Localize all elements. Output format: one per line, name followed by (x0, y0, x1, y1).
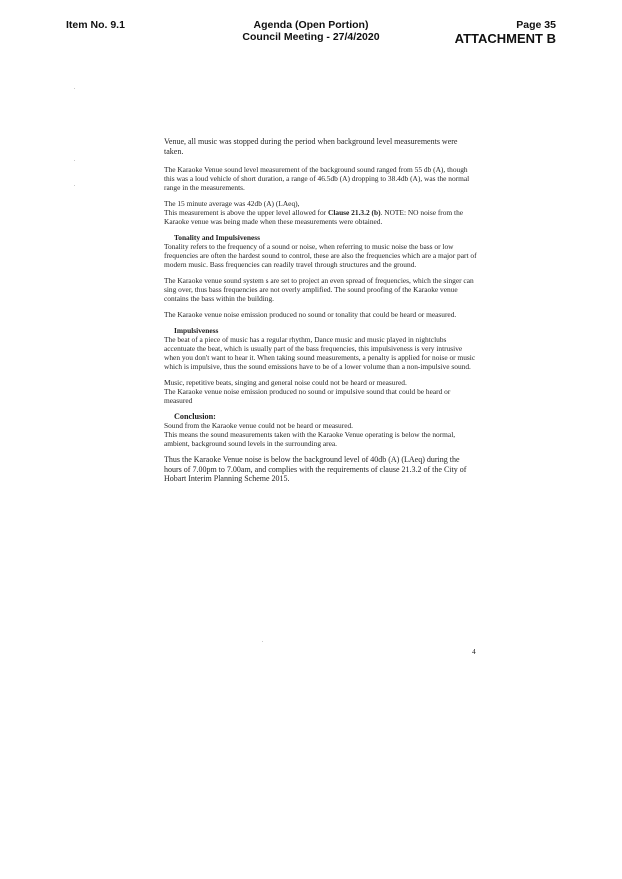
paragraph-tonality-result: The Karaoke venue noise emission produced no sound or tonality that could be heard or measured. (164, 310, 457, 320)
agenda-title: Agenda (Open Portion) (253, 19, 369, 31)
attachment-label: ATTACHMENT B (454, 31, 556, 46)
document-body (164, 137, 478, 491)
paragraph-background-range: The Karaoke Venue sound level measurement of the background sound ranged from 55 db (A), though this was a loud vehicle of short duration, a range of 46.5db (A) dropping to 38.4db (A), was the normal range in the measurements. (164, 165, 470, 193)
scan-speck (74, 185, 75, 186)
average-line-1: The 15 minute average was 42db (A) (LAeq), (164, 199, 300, 209)
clause-reference: Clause 21.3.2 (b) (327, 208, 381, 218)
page-header-right (455, 19, 556, 46)
scan-speck (74, 88, 75, 89)
paragraph-tonality: Tonality refers to the frequency of a sound or noise, when referring to music noise the bass or low frequencies are often the hardest sound to control, these are also the frequencies which are a major part of modern music. Bass frequencies can readily travel through structures and the ground. (164, 242, 477, 270)
paragraph-final: Thus the Karaoke Venue noise is below the background level of 40db (A) (LAeq) during the hours of 7.00pm to 7.00am, and complies with the requirements of clause 21.3.2 of the City of Hobart Interim Planning Scheme 2015. (164, 455, 467, 484)
paragraph-impulsiveness: The beat of a piece of music has a regular rhythm, Dance music and music played in nightclubs accentuate the beat, which is usually part of the bass frequencies, this impulsiveness is very intrusive when you don't want to hear it. When taking sound measurements, a penalty is applied for noise or music which is impulsive, thus the sound emissions have to be of a lower volume than a non-impulsive sound. (164, 335, 476, 372)
paragraph-average (164, 199, 478, 226)
page-number: 4 (472, 647, 476, 656)
average-line-2-suffix: . NOTE: NO noise from the Karaoke venue was being made when these measurements were obtained. (164, 208, 464, 227)
heading-conclusion: Conclusion: (174, 412, 216, 422)
paragraph-conclusion (164, 421, 478, 448)
paragraph-venue-music: Venue, all music was stopped during the period when background level measurements were taken. (164, 137, 458, 156)
paragraph-sound-system: The Karaoke venue sound system s are set to project an even spread of frequencies, which the singer can sing over, thus bass frequencies are not overly amplified. The sound proofing of the Karaoke venue contains the bass within the building. (164, 276, 474, 304)
conclusion-line-1: Sound from the Karaoke venue could not be heard or measured. (164, 421, 354, 431)
heading-impulsiveness: Impulsiveness (174, 326, 219, 336)
paragraph-music (164, 378, 478, 405)
item-number: Item No. 9.1 (66, 19, 125, 31)
scan-speck (74, 160, 75, 161)
music-line-1: Music, repetitive beats, singing and general noise could not be heard or measured. (164, 378, 407, 388)
average-line-2-prefix: This measurement is above the upper level allowed for (164, 208, 328, 218)
conclusion-line-2: This means the sound measurements taken with the Karaoke Venue operating is below the normal, ambient, background sound levels in the surrounding area. (164, 430, 456, 449)
page-label: Page 35 (516, 19, 556, 31)
music-line-2: The Karaoke venue noise emission produced no sound or impulsive sound that could be heard or measured (164, 387, 451, 406)
heading-tonality: Tonality and Impulsiveness (174, 233, 260, 243)
scan-speck (262, 641, 263, 642)
meeting-date: Council Meeting - 27/4/2020 (242, 31, 380, 43)
